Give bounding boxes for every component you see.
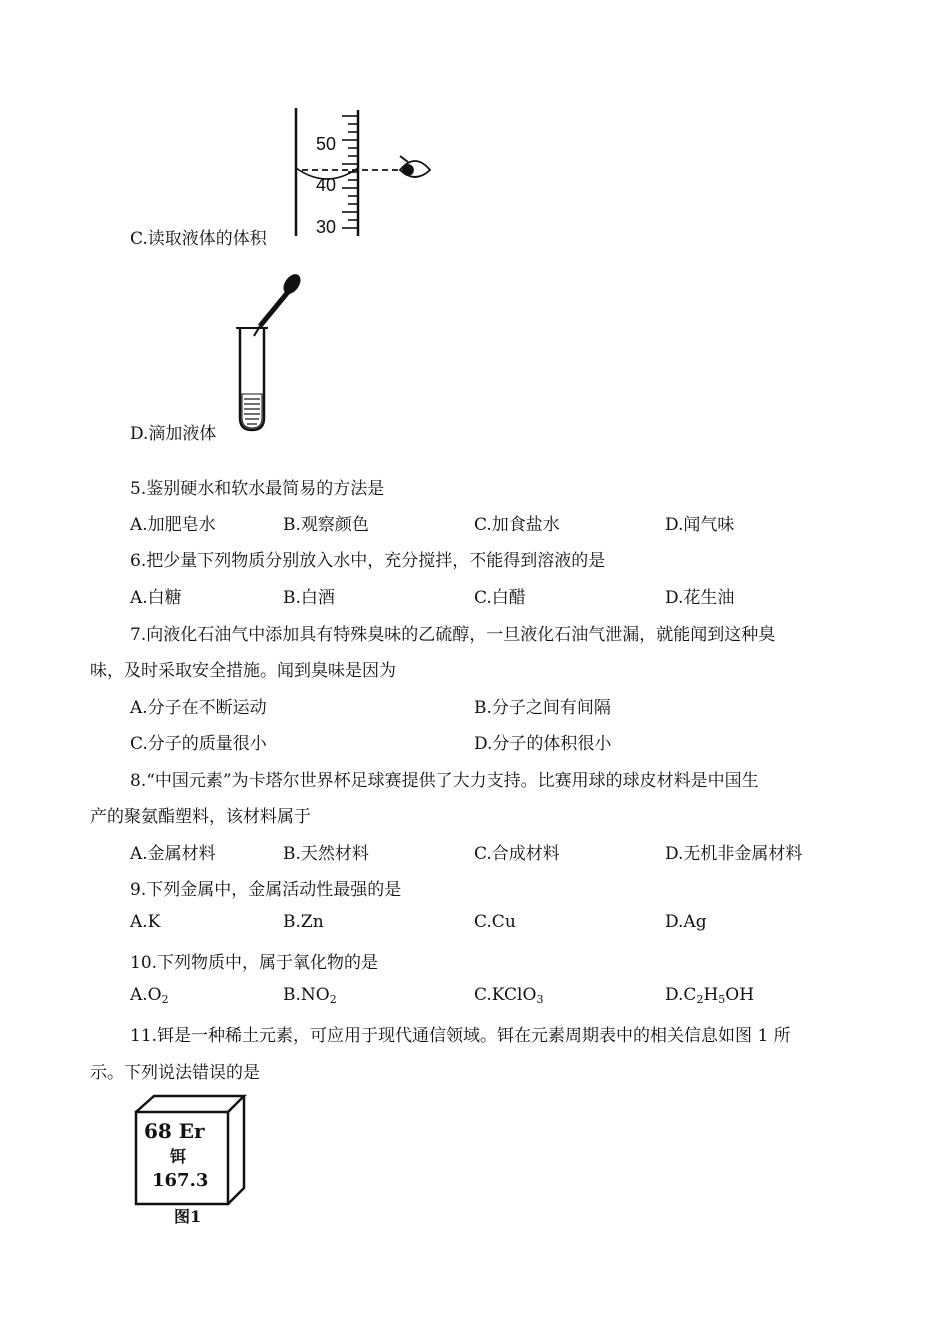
question-10-option-a xyxy=(130,985,169,1006)
question-8-option-b: B.天然材料 xyxy=(283,844,369,864)
question-7-option-b: B.分子之间有间隔 xyxy=(474,698,611,718)
question-11-stem-line-1: 11.铒是一种稀土元素，可应用于现代通信领域。铒在元素周期表中的相关信息如图 1 所 xyxy=(130,1026,791,1046)
tick-label-30: 30 xyxy=(316,217,337,237)
question-10-option-b xyxy=(283,985,337,1006)
question-7-option-d: D.分子的体积很小 xyxy=(474,734,612,754)
formula-text: A.O xyxy=(130,985,162,1005)
question-10-stem: 10.下列物质中，属于氧化物的是 xyxy=(130,953,379,973)
scale-ticks xyxy=(342,116,358,228)
question-5-option-d: D.闻气味 xyxy=(665,515,735,535)
dropper-test-tube-figure xyxy=(232,270,312,435)
question-8-option-d: D.无机非金属材料 xyxy=(665,844,803,864)
question-9-option-c: C.Cu xyxy=(474,912,516,932)
question-6-stem: 6.把少量下列物质分别放入水中，充分搅拌，不能得到溶液的是 xyxy=(130,551,606,571)
question-8-stem-line-2: 产的聚氨酯塑料，该材料属于 xyxy=(90,807,311,827)
question-8-stem-line-1: 8.“中国元素”为卡塔尔世界杯足球赛提供了大力支持。比赛用球的球皮材料是中国生 xyxy=(130,771,759,791)
question-6-option-a: A.白糖 xyxy=(130,588,182,608)
formula-text: H xyxy=(703,985,719,1005)
question-5-stem: 5.鉴别硬水和软水最简易的方法是 xyxy=(130,479,385,499)
formula-text: C.KClO xyxy=(474,985,537,1005)
question-7-option-a: A.分子在不断运动 xyxy=(130,698,267,718)
figure-c-label: C.读取液体的体积 xyxy=(130,229,267,249)
subscript: 2 xyxy=(696,993,704,1006)
element-name: 铒 xyxy=(170,1147,187,1166)
question-8-option-a: A.金属材料 xyxy=(130,844,216,864)
formula-text: OH xyxy=(725,985,755,1005)
tick-label-40: 40 xyxy=(316,175,337,195)
question-5-option-a: A.加肥皂水 xyxy=(130,515,216,535)
question-9-option-d: D.Ag xyxy=(665,912,707,932)
question-9-stem: 9.下列金属中，金属活动性最强的是 xyxy=(130,880,402,900)
question-11-stem-line-2: 示。下列说法错误的是 xyxy=(90,1063,260,1083)
element-mass: 167.3 xyxy=(152,1170,209,1191)
eye-icon xyxy=(400,156,430,177)
formula-text: B.NO xyxy=(283,985,330,1005)
subscript: 2 xyxy=(161,993,169,1006)
subscript: 5 xyxy=(718,993,726,1006)
question-6-option-d: D.花生油 xyxy=(665,588,735,608)
formula-text: D.C xyxy=(665,985,697,1005)
question-5-option-b: B.观察颜色 xyxy=(283,515,369,535)
subscript: 2 xyxy=(329,993,337,1006)
question-10-option-c xyxy=(474,985,543,1006)
question-6-option-b: B.白酒 xyxy=(283,588,335,608)
question-7-option-c: C.分子的质量很小 xyxy=(130,734,267,754)
question-8-option-c: C.合成材料 xyxy=(474,844,560,864)
subscript: 3 xyxy=(536,993,544,1006)
question-10-option-d xyxy=(665,985,754,1006)
test-tube-icon xyxy=(236,328,268,430)
tick-label-50: 50 xyxy=(316,134,337,154)
figure-caption: 图1 xyxy=(174,1207,202,1226)
question-7-stem-line-1: 7.向液化石油气中添加具有特殊臭味的乙硫醇，一旦液化石油气泄漏，就能闻到这种臭 xyxy=(130,625,776,645)
element-number-symbol: 68 Er xyxy=(144,1119,205,1143)
question-9-option-a: A.K xyxy=(130,912,161,932)
question-6-option-c: C.白醋 xyxy=(474,588,526,608)
question-7-stem-line-2: 味，及时采取安全措施。闻到臭味是因为 xyxy=(90,661,396,681)
figure-d-label: D.滴加液体 xyxy=(130,424,217,444)
question-9-option-b: B.Zn xyxy=(283,912,324,932)
graduated-cylinder-figure xyxy=(280,104,440,244)
question-5-option-c: C.加食盐水 xyxy=(474,515,560,535)
element-card-figure xyxy=(130,1094,250,1234)
dropper-icon xyxy=(254,271,304,336)
